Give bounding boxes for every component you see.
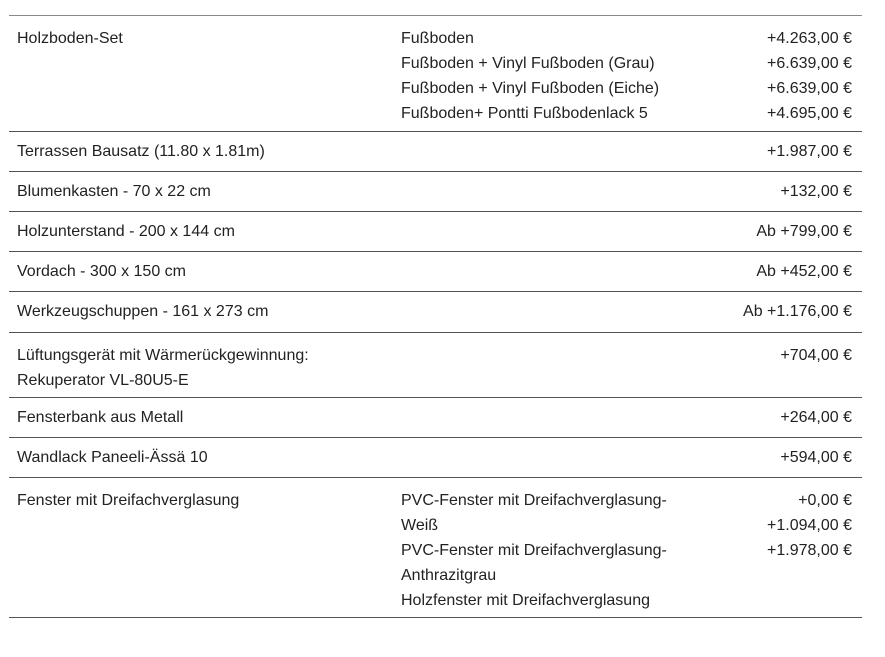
- option-label: Fußboden: [401, 30, 474, 47]
- item-price: +264,00 €: [780, 409, 852, 426]
- item-name-line: Lüftungsgerät mit Wärmerückgewinnung:: [17, 347, 309, 364]
- item-prices: [693, 488, 852, 617]
- option-price: +4.263,00 €: [767, 30, 852, 47]
- option-price: +4.695,00 €: [767, 105, 852, 122]
- item-name: Blumenkasten - 70 x 22 cm: [17, 183, 211, 200]
- option-label: Fußboden + Vinyl Fußboden (Grau): [401, 55, 655, 72]
- item-name: Holzboden-Set: [17, 30, 123, 47]
- item-options: [393, 488, 693, 617]
- option-label: Fußboden+ Pontti Fußbodenlack 5: [401, 105, 648, 122]
- item-name: Werkzeugschuppen - 161 x 273 cm: [17, 303, 269, 320]
- option-label: Fußboden + Vinyl Fußboden (Eiche): [401, 80, 660, 97]
- option-label: Holzfenster mit Dreifachverglasung: [401, 592, 650, 609]
- item-name: [9, 343, 393, 397]
- item-name: Wandlack Paneeli-Ässä 10: [17, 449, 208, 466]
- item-price: +132,00 €: [780, 183, 852, 200]
- option-price: +1.978,00 €: [767, 542, 852, 559]
- table-row: [9, 172, 862, 212]
- item-price: Ab +1.176,00 €: [743, 303, 852, 320]
- options-price-table: [9, 15, 862, 618]
- table-row: [9, 398, 862, 438]
- item-name: Vordach - 300 x 150 cm: [17, 263, 186, 280]
- table-row: [9, 292, 862, 333]
- item-options: [393, 26, 693, 131]
- table-row: [9, 252, 862, 292]
- option-label: PVC-Fenster mit Dreifachverglasung-: [401, 542, 667, 559]
- table-row: [9, 132, 862, 172]
- table-row: [9, 478, 862, 618]
- table-row: [9, 333, 862, 398]
- item-price: Ab +452,00 €: [756, 263, 852, 280]
- item-price: +704,00 €: [780, 347, 852, 364]
- item-name-line: Rekuperator VL-80U5-E: [17, 372, 189, 389]
- option-price: +1.094,00 €: [767, 517, 852, 534]
- item-name: Terrassen Bausatz (11.80 x 1.81m): [17, 143, 265, 160]
- item-price: +1.987,00 €: [767, 143, 852, 160]
- option-label: PVC-Fenster mit Dreifachverglasung-: [401, 492, 667, 509]
- item-name: Holzunterstand - 200 x 144 cm: [17, 223, 235, 240]
- table-row: [9, 438, 862, 478]
- table-row: [9, 16, 862, 132]
- option-price: +6.639,00 €: [767, 55, 852, 72]
- item-price: +594,00 €: [780, 449, 852, 466]
- table-row: [9, 212, 862, 252]
- item-name: Fensterbank aus Metall: [17, 409, 184, 426]
- option-price: +0,00 €: [798, 492, 852, 509]
- option-label: Anthrazitgrau: [401, 567, 497, 584]
- item-prices: [693, 26, 852, 131]
- item-price: Ab +799,00 €: [756, 223, 852, 240]
- option-price: +6.639,00 €: [767, 80, 852, 97]
- item-name: Fenster mit Dreifachverglasung: [17, 492, 240, 509]
- option-label: Weiß: [401, 517, 439, 534]
